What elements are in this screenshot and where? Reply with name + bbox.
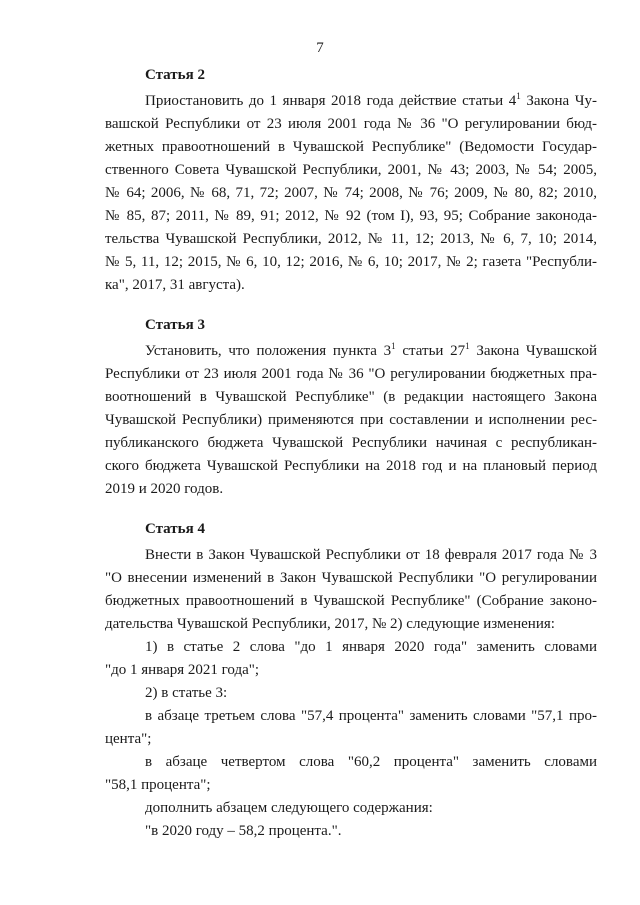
article-4-line: "в 2020 году – 58,2 процента.". xyxy=(145,823,342,839)
article-2-line: тельства Чувашской Республики, 2012, № 11, 12; 2013, № 6, 7, 10; 2014, xyxy=(105,231,597,247)
article-2-line: № 85, 87; 2011, № 89, 91; 2012, № 92 (том I), 93, 95; Собрание законода- xyxy=(105,208,597,224)
article-4-line: в абзаце третьем слова "57,4 процента" заменить словами "57,1 про- xyxy=(145,708,597,724)
article-4-line: "58,1 процента"; xyxy=(105,777,211,793)
article-2-line: жетных правоотношений в Чувашской Республике" (Ведомости Государ- xyxy=(105,139,597,155)
article-4-line: "О внесении изменений в Закон Чувашской Республики "О регулировании xyxy=(105,570,597,586)
article-4-line: 1) в статье 2 слова "до 1 января 2020 года" заменить словами xyxy=(145,639,597,655)
article-4-line: дательства Чувашской Республики, 2017, № 2) следующие изменения: xyxy=(105,616,555,632)
article-3-line: Установить, что положения пункта $3^1$ статьи $27^1$ Закона Чувашской xyxy=(145,341,597,359)
article-2-heading: Статья 2 xyxy=(145,67,205,83)
article-2-line: Приостановить до 1 января 2018 года действие статьи $4^1$ Закона Чу- xyxy=(145,91,597,109)
article-3-line: Республики от 23 июля 2001 года № 36 "О регулировании бюджетных пра- xyxy=(105,366,597,382)
article-4-line: в абзаце четвертом слова "60,2 процента" заменить словами xyxy=(145,754,597,770)
article-3-line: Чувашской Республики) применяются при составлении и исполнении рес- xyxy=(105,412,597,428)
article-4-line: Внести в Закон Чувашской Республики от 18 февраля 2017 года № 3 xyxy=(145,547,597,563)
article-4 xyxy=(105,518,597,843)
page-number: 7 xyxy=(316,40,324,56)
article-3-line: ского бюджета Чувашской Республики на 2018 год и на плановый период xyxy=(105,458,597,474)
article-4-line: 2) в статье 3: xyxy=(145,685,228,701)
article-2-line: ка", 2017, 31 августа). xyxy=(105,277,245,293)
article-2-line: № 5, 11, 12; 2015, № 6, 10, 12; 2016, № 6, 10; 2017, № 2; газета "Республи- xyxy=(105,254,597,270)
article-2-line: вашской Республики от 23 июля 2001 года № 36 "О регулировании бюд- xyxy=(105,116,597,132)
article-4-line: дополнить абзацем следующего содержания: xyxy=(145,800,433,816)
article-3 xyxy=(105,314,597,501)
article-2 xyxy=(105,64,597,297)
article-4-line: "до 1 января 2021 года"; xyxy=(105,662,260,678)
article-3-line: публиканского бюджета Чувашской Республики начиная с республикан- xyxy=(105,435,597,451)
article-4-line: цента"; xyxy=(105,731,152,747)
article-2-line: ственного Совета Чувашской Республики, 2001, № 43; 2003, № 54; 2005, xyxy=(105,162,597,178)
article-3-heading: Статья 3 xyxy=(145,317,205,333)
article-3-line: воотношений в Чувашской Республике" (в редакции настоящего Закона xyxy=(105,389,597,405)
article-4-heading: Статья 4 xyxy=(145,521,205,537)
article-3-line: 2019 и 2020 годов. xyxy=(105,481,224,497)
article-2-line: № 64; 2006, № 68, 71, 72; 2007, № 74; 2008, № 76; 2009, № 80, 82; 2010, xyxy=(105,185,597,201)
article-4-line: бюджетных правоотношений в Чувашской Республике" (Собрание законо- xyxy=(105,593,597,609)
